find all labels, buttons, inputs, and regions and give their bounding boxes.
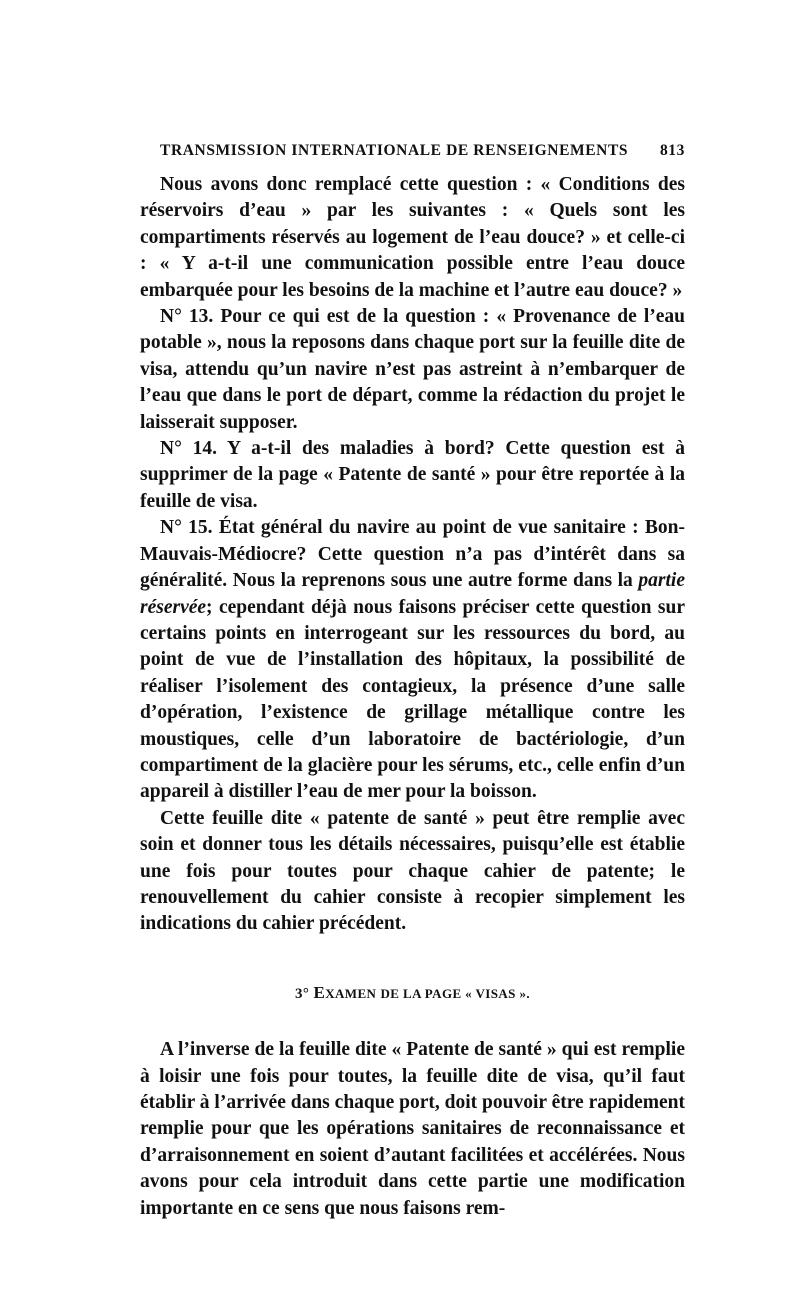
running-head bbox=[140, 140, 685, 162]
running-title: TRANSMISSION INTERNATIONALE DE RENSEIGNEMENTS bbox=[160, 142, 629, 159]
paragraph-no15-italic: partie réservée bbox=[140, 570, 685, 618]
paragraph-no14: N° 14. Y a-t-il des maladies à bord? Cette question est à supprimer de la page « Patente de santé » pour être reportée à la feuille de visa. bbox=[140, 438, 685, 512]
section-initial: E bbox=[313, 982, 326, 1002]
paragraph-visas: A l’inverse de la feuille dite « Patente de santé » qui est remplie à loisir une fois pour toutes, la feuille dite de visa, qu’il faut établir à l’arrivée dans chaque port, doit pouvoir être rapidement remplie pour que les opérations sanitaires de reconnaissance et d’arraisonnement en soient d’autant facilitées et accélérées. Nous avons pour cela introduit dans cette partie une modification importante en ce sens que nous faisons rem- bbox=[140, 1039, 685, 1219]
paragraph-no15-start: N° 15. État général du navire au point de vue sanitaire : Bon-Mauvais-Médiocre? Cette question n’a pas d’intérêt dans sa généralité. Nous la reprenons sous une autre forme dans la bbox=[140, 517, 685, 592]
section-number: 3° bbox=[295, 985, 310, 1002]
paragraph-no15 bbox=[140, 515, 685, 805]
paragraph-no13: N° 13. Pour ce qui est de la question : « Provenance de l’eau potable », nous la reposons dans chaque port sur la feuille dite de visa, attendu qu’un navire n’est pas astreint à n’embarquer de l’eau que dans le port de départ, comme la rédaction du projet le laisserait supposer. bbox=[140, 306, 685, 433]
section-title-rest: DE LA PAGE « VISAS ». bbox=[380, 985, 530, 1001]
paragraph-no15-end: ; cependant déjà nous faisons préciser cette question sur certains points en interrogeant sur les ressources du bord, au point de vue de l’installation des hôpitaux, la possibilité de réaliser l’isolement des contagieux, la présence d’une salle d’opération, l’existence de grillage métallique contre les moustiques, celle d’un laboratoire de bactériologie, d’un compartiment de la glacière pour les sérums, etc., celle enfin d’un appareil à distiller l’eau de mer pour la boisson. bbox=[140, 596, 685, 803]
paragraph-reservoirs: Nous avons donc remplacé cette question : « Conditions des réservoirs d’eau » par les suivantes : « Quels sont les compartiments réservés au logement de l’eau douce? » et celle-ci : « Y a-t-il une communication possible entre l’eau douce embarquée pour les besoins de la machine et l’autre eau douce? » bbox=[140, 174, 685, 301]
page-number: 813 bbox=[659, 142, 685, 159]
section-first-word: XAMEN bbox=[325, 985, 377, 1001]
paragraph-patente: Cette feuille dite « patente de santé » peut être remplie avec soin et donner tous les détails nécessaires, puisqu’elle est établie une fois pour toutes pour chaque cahier de patente; le renouvellement du cahier consiste à recopier simplement les indications du cahier précédent. bbox=[140, 807, 685, 935]
section-heading bbox=[140, 980, 685, 1007]
book-page bbox=[140, 140, 685, 1222]
